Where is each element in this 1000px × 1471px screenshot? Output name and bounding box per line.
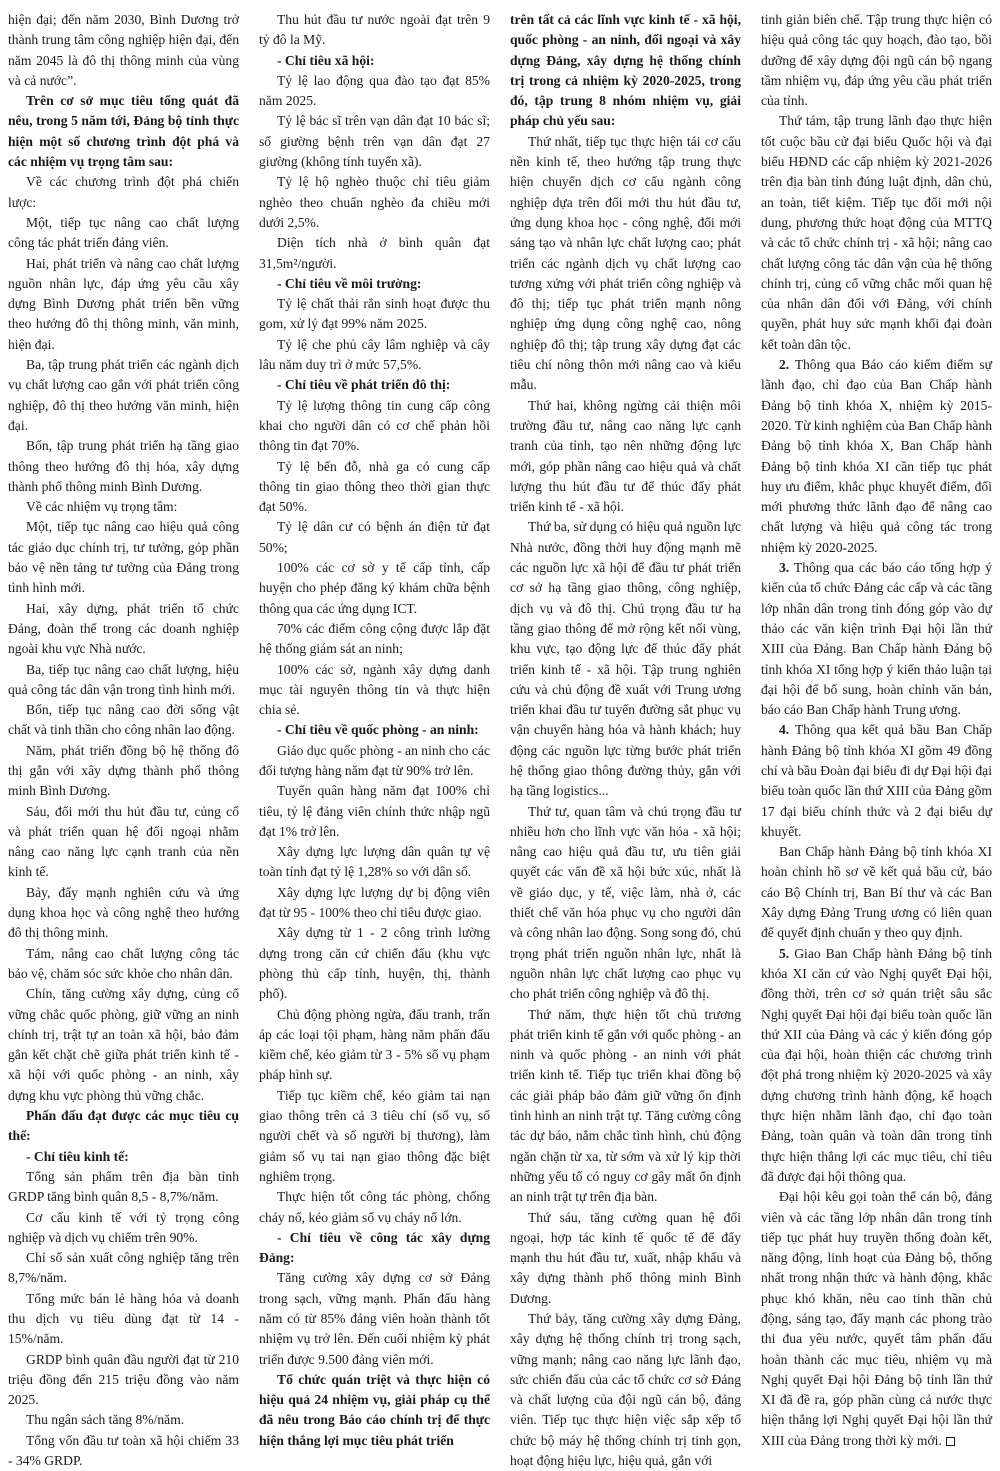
paragraph-text: Tỷ lệ bác sĩ trên vạn dân đạt 10 bác sĩ; số giường bệnh trên vạn dân đạt 27 giường (không tính tuyến xã). [259,113,490,170]
paragraph-text: Diện tích nhà ở bình quân đạt 31,5m²/người. [259,235,490,271]
paragraph [8,1167,239,1208]
paragraph [259,619,490,660]
paragraph-text: Tám, nâng cao chất lượng công tác bảo vệ, chăm sóc sức khỏe cho nhân dân. [8,945,239,981]
paragraph-text: Cơ cấu kinh tế với tỷ trọng công nghiệp và dịch vụ chiếm trên 90%. [8,1209,239,1245]
paragraph [8,802,239,883]
paragraph [259,517,490,558]
paragraph [8,984,239,1106]
paragraph-text: Xây dựng lực lượng dự bị động viên đạt từ 95 - 100% theo chỉ tiêu được giao. [259,884,490,921]
paragraph-text: 70% các điểm công cộng được lắp đặt hệ thống giám sát an ninh; [259,620,490,657]
paragraph-text: Thứ năm, thực hiện tốt chủ trương phát triển kinh tế gắn với quốc phòng - an ninh và quốc phòng - an ninh với phát triển kinh tế. Tiếp tục triển khai đồng bộ các giải pháp bảo đảm giữ vững ổn định tình hình an ninh trật tự. Tăng cường công tác dự báo, nắm chắc tình hình, chủ động ngăn chặn từ xa, từ sớm và xử lý kịp thời những yếu tố có nguy cơ gây mất ổn định an ninh trật tự trên địa bàn. [510,1006,741,1205]
paragraph-text: Năm, phát triển đồng bộ hệ thống đô thị gắn với xây dựng thành phố thông minh Bình Dương. [8,742,239,799]
paragraph-text: 100% các cơ sở y tế cấp tỉnh, cấp huyện cho phép đăng ký khám chữa bệnh thông qua các ứng dụng ICT. [259,560,490,616]
paragraph [8,1410,239,1430]
item-number: 5. [779,945,790,961]
paragraph [510,132,741,396]
paragraph-text: Thứ tư, quan tâm và chú trọng đầu tư nhiều hơn cho lĩnh vực văn hóa - xã hội; nâng cao hiệu quả đầu tư, ưu tiên giải quyết các vấn đề xã hội bức xúc, nhất là về giáo dục, y tế, việc làm, nhà ở, các thiết chế văn hóa phục vụ cho người dân và công nhân lao động. Song song đó, chú trọng phát triển nguồn nhân lực, nhất là nguồn nhân lực chất lượng cao phục vụ cho phát triển công nghiệp và đô thị. [510,803,741,1002]
paragraph-text: Tỷ lệ lượng thông tin cung cấp công khai cho người dân có cơ chế phản hồi thông tin đạt 70%. [259,397,490,454]
paragraph-text: 100% các sở, ngành xây dựng danh mục tài nguyên thông tin và thực hiện chia sẻ. [259,661,490,718]
paragraph [259,172,490,233]
paragraph [259,233,490,274]
paragraph [8,1208,239,1249]
paragraph [510,1208,741,1309]
paragraph-text: Tiếp tục kiềm chế, kéo giảm tai nạn giao thông trên cả 3 tiêu chí (số vụ, số người chết và số người bị thương), làm giảm số vụ tai nạn giao thông đặc biệt nghiêm trọng. [259,1087,490,1184]
paragraph-text: Ba, tiếp tục nâng cao chất lượng, hiệu quả công tác dân vận trong tình hình mới. [8,661,239,697]
paragraph [259,720,490,740]
paragraph [259,71,490,112]
paragraph-text: Tỷ lệ bến đỗ, nhà ga có cung cấp thông tin giao thông theo thời gian thực đạt 50%. [259,458,490,515]
paragraph [8,700,239,741]
paragraph-text: Tuyển quân hàng năm đạt 100% chỉ tiêu, tỷ lệ đảng viên chính thức nhập ngũ đạt 1% trở lên. [259,783,490,839]
item-number: 2. [779,357,790,373]
paragraph-text: Tổ chức quán triệt và thực hiện có hiệu quả 24 nhiệm vụ, giải pháp cụ thể đã nêu trong Báo cáo chính trị để thực hiện thắng lợi mục tiêu phát triển [259,1371,490,1448]
paragraph-text: hiện đại; đến năm 2030, Bình Dương trở thành trung tâm công nghiệp hiện đại, đến năm 2045 là đô thị thông minh của vùng và cả nước”. [8,12,239,88]
paragraph [8,254,239,355]
text-column-4 [761,10,992,1448]
paragraph [8,1289,239,1350]
paragraph [259,781,490,842]
paragraph [8,517,239,598]
paragraph [259,842,490,883]
item-number: 4. [779,722,790,738]
paragraph [8,741,239,802]
paragraph-text: GRDP bình quân đầu người đạt từ 210 triệu đồng đến 215 triệu đồng vào năm 2025. [8,1351,239,1408]
paragraph: 4. Thông qua kết quả bầu Ban Chấp hành Đảng bộ tỉnh khóa XI gồm 49 đồng chí và bầu Đoàn đại biểu đi dự Đại hội đại biểu toàn quốc lần thứ XIII của Đảng gồm 17 đại biểu chính thức và 2 đại biểu dự khuyết. [761,722,992,839]
paragraph [259,1268,490,1369]
paragraph [259,883,490,924]
paragraph [259,294,490,335]
paragraph [8,1147,239,1167]
paragraph-text: - Chỉ tiêu về công tác xây dựng Đảng: [259,1229,490,1266]
paragraph [761,1187,992,1451]
paragraph [8,172,239,213]
paragraph-text: Sáu, đổi mới thu hút đầu tư, củng cố và phát triển quan hệ đối ngoại nhằm nâng cao năng lực cạnh tranh của nền kinh tế. [8,803,239,880]
item-number: 3. [779,560,790,576]
paragraph [761,111,992,355]
paragraph [510,517,741,801]
paragraph-text: Thứ ba, sử dụng có hiệu quả nguồn lực Nhà nước, đồng thời huy động mạnh mẽ các nguồn lực xã hội để đầu tư phát triển cơ sở hạ tầng giao thông, công nghiệp, dịch vụ và đô thị. Chú trọng đầu tư hạ tầng giao thông để mở rộng kết nối vùng, khu vực, tạo động lực để thúc đẩy phát triển kinh tế - xã hội. Tập trung nghiên cứu và chủ động đề xuất với Trung ương triển khai đầu tư tuyến đường sắt phục vụ vận chuyển hàng hóa và hành khách; huy động các nguồn lực từng bước phát triển hệ thống giao thông đường thủy, gắn với hạ tầng logistics... [510,519,741,799]
paragraph [259,1005,490,1086]
paragraph [510,802,741,1005]
paragraph-text: Thứ bảy, tăng cường xây dựng Đảng, xây dựng hệ thống chính trị trong sạch, vững mạnh; nâng cao năng lực lãnh đạo, sức chiến đấu của các tổ chức cơ sở Đảng và chất lượng của đội ngũ cán bộ, đảng viên. Tiếp tục thực hiện việc sắp xếp tổ chức bộ máy hệ thống chính trị tinh gọn, hoạt động hiệu lực, hiệu quả, gắn với [510,1311,741,1469]
paragraph-text: Bốn, tiếp tục nâng cao đời sống vật chất và tinh thần cho công nhân lao động. [8,702,239,738]
paragraph [259,274,490,294]
paragraph-text: Ban Chấp hành Đảng bộ tỉnh khóa XI hoàn chỉnh hồ sơ về kết quả bầu cử, báo cáo Bộ Chính trị, Ban Bí thư và các Ban Xây dựng Đảng Trung ương có liên quan để quyết định chuẩn y theo quy định. [761,844,992,941]
paragraph [259,111,490,172]
paragraph-text: Thu ngân sách tăng 8%/năm. [26,1412,185,1428]
paragraph-text: Thực hiện tốt công tác phòng, chống cháy nổ, kéo giảm số vụ cháy nổ lớn. [259,1189,490,1225]
paragraph: 2. Thông qua Báo cáo kiểm điểm sự lãnh đạo, chỉ đạo của Ban Chấp hành Đảng bộ tỉnh khóa X, nhiệm kỳ 2015-2020. Từ kinh nghiệm của Ban Chấp hành Đảng bộ tỉnh khóa X, Ban Chấp hành Đảng bộ tỉnh khóa XI cần tiếp tục phát huy ưu điểm, khắc phục khuyết điểm, đổi mới phương thức lãnh đạo để nâng cao chất lượng và hiệu quả công tác trong nhiệm kỳ 2020-2025. [761,357,992,555]
paragraph-text: - Chỉ tiêu về môi trường: [277,275,422,291]
text-column-1 [8,10,239,1469]
paragraph [259,660,490,721]
paragraph-text: Thứ tám, tập trung lãnh đạo thực hiện tốt cuộc bầu cử đại biểu Quốc hội và đại biểu HĐND các cấp nhiệm kỳ 2021-2026 trên địa bàn tỉnh đúng luật định, dân chủ, an toàn, tiết kiệm. Tiếp tục đổi mới nội dung, phương thức hoạt động của MTTQ và các tổ chức chính trị - xã hội; nâng cao chất lượng công tác dân vận của hệ thống chính trị, củng cố vững chắc mối quan hệ của nhân dân đối với Đảng, với chính quyền, phát huy sức mạnh khối đại đoàn kết toàn dân tộc. [761,113,992,352]
paragraph [8,355,239,436]
paragraph-text: Tỷ lệ lao động qua đào tạo đạt 85% năm 2025. [259,72,490,109]
paragraph-text: Thứ hai, không ngừng cải thiện môi trường đầu tư, nâng cao năng lực cạnh tranh của tỉnh, tạo nên những động lực mới, góp phần nâng cao hiệu quả và chất lượng thu hút đầu tư để thúc đẩy phát triển kinh tế - xã hội. [510,397,741,515]
paragraph-text: Hai, phát triển và nâng cao chất lượng nguồn nhân lực, đáp ứng yêu cầu xây dựng Bình Dương phát triển bền vững theo hướng đô thị thông minh, văn minh, hiện đại. [8,255,239,352]
paragraph [510,1005,741,1208]
paragraph [8,944,239,985]
paragraph-text: Đại hội kêu gọi toàn thể cán bộ, đảng viên và các tầng lớp nhân dân trong tỉnh tiếp tục phát huy truyền thống đoàn kết, năng động, linh hoạt của Đảng bộ, thống nhất trong nhận thức và hành động, khắc phục khó khăn, nêu cao tinh thần chủ động, sáng tạo, đẩy mạnh các phong trào thi đua yêu nước, quyết tâm phấn đấu hoàn thành các mục tiêu, nhiệm vụ mà Nghị quyết Đại hội Đảng bộ tỉnh lần thứ XI đã đề ra, góp phần cùng cả nước thực hiện thắng lợi Nghị quyết Đại hội lần thứ XIII của Đảng trong thời kỳ mới. [761,1189,992,1448]
paragraph-text: trên tất cả các lĩnh vực kinh tế - xã hội, quốc phòng - an ninh, đối ngoại và xây dựng Đảng, xây dựng hệ thống chính trị trong cả nhiệm kỳ 2020-2025, trong đó, tập trung 8 nhóm nhiệm vụ, giải pháp chủ yếu sau: [510,12,741,129]
paragraph-text: Hai, xây dựng, phát triển tổ chức Đảng, đoàn thể trong các doanh nghiệp ngoài khu vực Nhà nước. [8,600,239,657]
paragraph-text: Về các nhiệm vụ trọng tâm: [26,499,178,515]
paragraph-text: Chín, tăng cường xây dựng, củng cố vững chắc quốc phòng, giữ vững an ninh chính trị, trật tự an toàn xã hội, bảo đảm gắn kết chặt chẽ giữa phát triển kinh tế - xã hội với quốc phòng - an ninh, xây dựng khu vực phòng thủ vững chắc. [8,986,239,1103]
paragraph-text: tinh giản biên chế. Tập trung thực hiện có hiệu quả công tác quy hoạch, đào tạo, bồi dưỡng để xây dựng đội ngũ cán bộ ngang tầm nhiệm vụ, đáp ứng yêu cầu phát triển của tỉnh. [761,12,992,109]
paragraph [259,558,490,619]
paragraph: 3. Thông qua các báo cáo tổng hợp ý kiến của tổ chức Đảng các cấp và các tầng lớp nhân dân trong tỉnh đóng góp vào dự thảo các văn kiện trình Đại hội lần thứ XIII của Đảng. Ban Chấp hành Đảng bộ tỉnh khóa XI tổng hợp ý kiến thảo luận tại đại hội để bổ sung, hoàn chỉnh văn bản, báo cáo Ban Chấp hành Trung ương. [761,560,992,718]
paragraph-text: - Chỉ tiêu về quốc phòng - an ninh: [277,722,479,738]
paragraph-text: Tỷ lệ chất thải rắn sinh hoạt được thu gom, xử lý đạt 99% năm 2025. [259,296,490,332]
paragraph-text: Chủ động phòng ngừa, đấu tranh, trấn áp các loại tội phạm, hàng năm phấn đấu kiềm chế, kéo giảm từ 3 - 5% số vụ phạm pháp hình sự. [259,1006,490,1083]
paragraph [259,741,490,782]
paragraph [8,883,239,944]
paragraph-text: Xây dựng lực lượng dân quân tự vệ toàn tỉnh đạt tỷ lệ 1,28% so với dân số. [259,844,490,880]
paragraph [510,10,741,132]
paragraph-text: - Chỉ tiêu về phát triển đô thị: [277,377,451,393]
paragraph-text: Thu hút đầu tư nước ngoài đạt trên 9 tỷ đô la Mỹ. [259,12,490,48]
paragraph-text: Tỷ lệ hộ nghèo thuộc chỉ tiêu giảm nghèo theo chuẩn nghèo đa chiều mới dưới 2,5%. [259,174,490,230]
paragraph [510,1309,741,1471]
paragraph [259,396,490,457]
paragraph [259,1187,490,1228]
paragraph-text: Chỉ số sản xuất công nghiệp tăng trên 8,7%/năm. [8,1250,239,1286]
paragraph [259,10,490,51]
paragraph [259,375,490,395]
paragraph [8,436,239,497]
paragraph [259,1086,490,1187]
paragraph [8,213,239,254]
paragraph [259,51,490,71]
paragraph [8,660,239,701]
paragraph [8,497,239,517]
paragraph [259,1228,490,1269]
paragraph: 5. Giao Ban Chấp hành Đảng bộ tỉnh khóa XI căn cứ vào Nghị quyết Đại hội, đồng thời, trên cơ sở quán triệt sâu sắc Nghị quyết Đại hội đại biểu toàn quốc lần thứ XII của Đảng và các ý kiến đóng góp của đại hội, hoàn thiện các chương trình đột phá trong nhiệm kỳ 2020-2025 và xây dựng chương trình hành động, kế hoạch thực hiện nhằm lãnh đạo, chỉ đạo toàn Đảng, toàn quân và toàn dân trong tỉnh thực hiện thắng lợi các mục tiêu, chỉ tiêu đã được đại hội thông qua. [761,945,992,1184]
paragraph [8,10,239,91]
paragraph-text: - Chỉ tiêu xã hội: [277,52,375,68]
paragraph [761,842,992,943]
paragraph [761,10,992,111]
paragraph-text: Bảy, đẩy mạnh nghiên cứu và ứng dụng khoa học và công nghệ theo hướng đô thị thông minh. [8,884,239,941]
paragraph-text: Phấn đấu đạt được các mục tiêu cụ thể: [8,1108,239,1144]
paragraph-text: Một, tiếp tục nâng cao hiệu quả công tác giáo dục chính trị, tư tưởng, góp phần bảo vệ nền tảng tư tưởng của Đảng trong tình hình mới. [8,519,239,596]
paragraph-text: Trên cơ sở mục tiêu tổng quát đã nêu, trong 5 năm tới, Đảng bộ tỉnh thực hiện một số chương trình đột phá và các nhiệm vụ trọng tâm sau: [8,93,239,170]
paragraph-text: Tổng sản phẩm trên địa bàn tỉnh GRDP tăng bình quân 8,5 - 8,7%/năm. [8,1168,239,1205]
paragraph [8,1248,239,1289]
text-column-2 [259,10,490,1448]
end-of-article-icon [946,1437,955,1446]
paragraph-text: Tăng cường xây dựng cơ sở Đảng trong sạch, vững mạnh. Phấn đấu hàng năm có từ 85% đảng viên hoàn thành tốt nhiệm vụ trở lên. Đến cuối nhiệm kỳ phát triển được 9.500 đảng viên mới. [259,1270,490,1367]
paragraph-text: Bốn, tập trung phát triển hạ tầng giao thông theo hướng đô thị hóa, xây dựng thành phố thông minh Bình Dương. [8,438,239,494]
paragraph [259,923,490,1004]
paragraph-text: Tổng vốn đầu tư toàn xã hội chiếm 33 - 34% GRDP. [8,1432,239,1469]
paragraph-text: Thứ nhất, tiếp tục thực hiện tái cơ cấu nền kinh tế, theo hướng tập trung thực hiện chuyển dịch cơ cấu ngành công nghiệp dựa trên đổi mới thu hút đầu tư, ứng dụng khoa học - công nghệ, đổi mới sáng tạo và nhân lực chất lượng cao; phát triển các ngành dịch vụ chất lượng cao tương xứng với phát triển công nghiệp và đô thị; tiếp tục phát triển mạnh nông nghiệp ứng dụng công nghệ cao, nông nghiệp đô thị; tập trung xây dựng đạt các tiêu chí nông thôn mới nâng cao và kiểu mẫu. [510,133,741,393]
paragraph [8,91,239,172]
paragraph-text: Xây dựng từ 1 - 2 công trình lường dựng trong căn cứ chiến đấu (khu vực phòng thủ cấp tỉnh, huyện, thị, thành phố). [259,925,490,1002]
paragraph [510,396,741,518]
paragraph-text: Giáo dục quốc phòng - an ninh cho các đối tượng hàng năm đạt từ 90% trở lên. [259,742,490,778]
paragraph [259,335,490,376]
paragraph-text: Ba, tập trung phát triển các ngành dịch vụ chất lượng cao gắn với phát triển công nghiệp, đô thị theo hướng văn minh, hiện đại. [8,357,239,433]
paragraph [259,457,490,518]
paragraph-text: Tỷ lệ che phủ cây lâm nghiệp và cây lâu năm duy trì ở mức 57,5%. [259,336,490,373]
paragraph-text: Một, tiếp tục nâng cao chất lượng công tác phát triển đảng viên. [8,214,239,251]
paragraph [259,1370,490,1451]
paragraph-text: Thứ sáu, tăng cường quan hệ đối ngoại, hợp tác kinh tế quốc tế để đẩy mạnh thu hút đầu tư, xuất, nhập khẩu và xây dựng thành phố thông minh Bình Dương. [510,1209,741,1306]
text-column-3 [510,10,741,1469]
paragraph [8,1350,239,1411]
paragraph-text: Tổng mức bán lẻ hàng hóa và doanh thu dịch vụ tiêu dùng đạt từ 14 - 15%/năm. [8,1290,239,1347]
paragraph-text: - Chỉ tiêu kinh tế: [26,1148,129,1164]
paragraph-text: Tỷ lệ dân cư có bệnh án điện tử đạt 50%; [259,519,490,555]
paragraph-text: Về các chương trình đột phá chiến lược: [8,174,239,210]
paragraph [8,599,239,660]
paragraph [8,1106,239,1147]
paragraph [8,1431,239,1471]
